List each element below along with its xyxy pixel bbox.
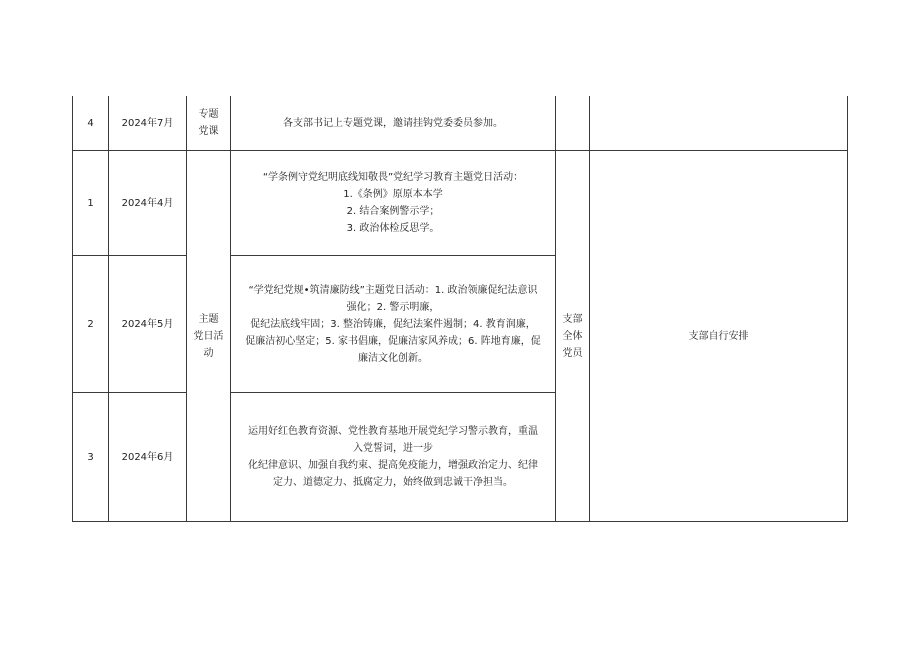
row-date: 2024年7月	[121, 117, 174, 129]
merged-activity-type: 主题 党日活 动	[193, 313, 224, 359]
activity-content: “学条例守党纪明底线知敬畏”党纪学习教育主题党日活动： 1.《条例》原原本本学 2. 结合案例警示学； 3. 政治体检反思学。	[262, 172, 524, 234]
merged-arrangement: 支部自行安排	[688, 330, 749, 342]
row-number: 3	[87, 451, 94, 463]
activity-type: 专题 党课	[198, 109, 219, 137]
row-date: 2024年4月	[121, 197, 174, 209]
row-number: 2	[87, 318, 94, 330]
row-number: 4	[87, 117, 94, 129]
row-number: 1	[87, 197, 94, 209]
table-right-border	[847, 96, 848, 522]
table-bottom-border	[72, 521, 848, 522]
merged-participants: 支部 全体 党员	[562, 313, 583, 359]
activity-content: “学党纪党规•筑清廉防线”主题党日活动：1. 政治领廉促纪法意识 强化；2. 警示明廉， 促纪法底线牢固；3. 整治铸廉，促纪法案件遏制；4. 教育润廉， 促廉洁初心坚定；5. 家书倡廉，促廉洁家风养成；6. 阵地育廉，促 廉洁文化创新。	[245, 284, 541, 364]
activity-content: 各支部书记上专题党课，邀请挂钩党委委员参加。	[283, 117, 503, 129]
activity-content: 运用好红色教育资源、党性教育基地开展党纪学习警示教育，重温 入党誓词，进一步 化纪律意识、加强自我约束、提高免疫能力，增强政治定力、纪律 定力、道德定力、抵腐定力，始终做到忠诚干净担当。	[248, 426, 538, 488]
row-date: 2024年5月	[121, 318, 174, 330]
row-date: 2024年6月	[121, 451, 174, 463]
